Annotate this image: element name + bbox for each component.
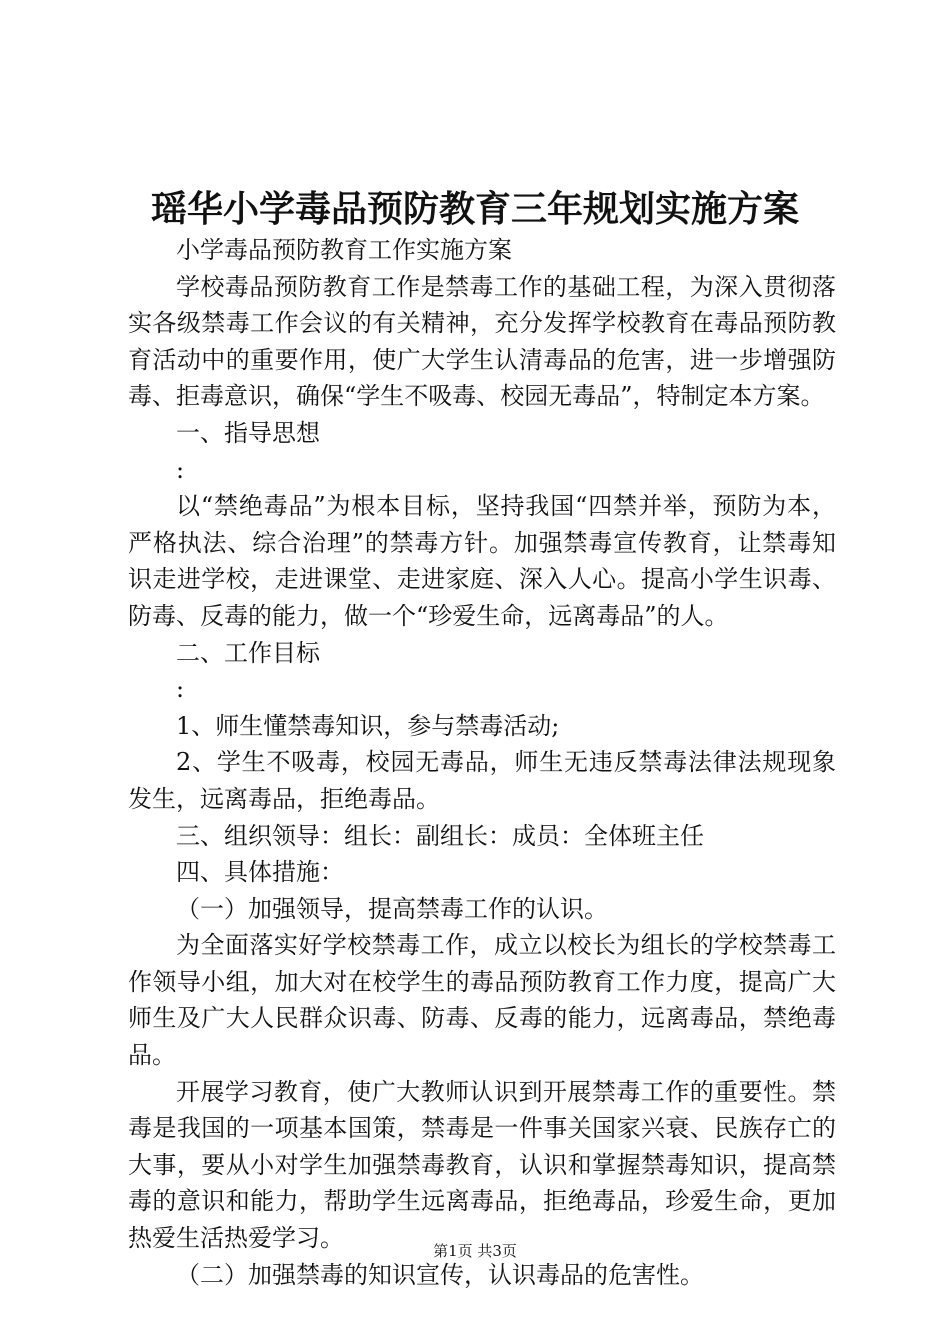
paragraph-subtitle: 小学毒品预防教育工作实施方案 xyxy=(176,236,512,264)
paragraph-intro: 学校毒品预防教育工作是禁毒工作的基础工程，为深入贯彻落实各级禁毒工作会议的有关精神，充分发挥学校教育在毒品预防教育活动中的重要作用，使广大学生认清毒品的危害，进一步增强防毒、拒毒意识，确保“学生不吸毒、校园无毒品”，特制定本方案。 xyxy=(128,272,836,411)
paragraph-measure-1: 为全面落实好学校禁毒工作，成立以校长为组长的学校禁毒工作领导小组，加大对在校学生的毒品预防教育工作力度，提高广大师生及广大人民群众识毒、防毒、反毒的能力，远离毒品，禁绝毒品。 xyxy=(128,931,836,1070)
document-body xyxy=(128,232,836,1293)
subheading-measure-1: （一）加强领导，提高禁毒工作的认识。 xyxy=(176,894,608,923)
heading-guiding-thought: 一、指导思想 xyxy=(176,418,320,447)
paragraph-guiding-thought: 以“禁绝毒品”为根本目标，坚持我国“四禁并举，预防为本，严格执法、综合治理”的禁毒方针。加强禁毒宣传教育，让禁毒知识走进学校，走进课堂、走进家庭、深入人心。提高小学生识毒、防毒、反毒的能力，做一个“珍爱生命，远离毒品”的人。 xyxy=(128,492,836,630)
heading-work-goals: 二、工作目标 xyxy=(176,638,320,667)
list-item-goal-2: 2、学生不吸毒，校园无毒品，师生无违反禁毒法律法规现象发生，远离毒品，拒绝毒品。 xyxy=(128,748,836,813)
document-title: 瑶华小学毒品预防教育三年规划实施方案 xyxy=(150,188,799,230)
list-item-goal-1: 1、师生懂禁毒知识，参与禁毒活动; xyxy=(176,711,560,740)
heading-measures: 四、具体措施： xyxy=(176,858,344,887)
colon-line: : xyxy=(176,675,185,704)
subheading-measure-2: （二）加强禁毒的知识宣传，认识毒品的危害性。 xyxy=(176,1260,704,1289)
paragraph-study-education: 开展学习教育，使广大教师认识到开展禁毒工作的重要性。禁毒是我国的一项基本国策，禁毒是一件事关国家兴衰、民族存亡的大事，要从小对学生加强禁毒教育，认识和掌握禁毒知识，提高禁毒的意识和能力，帮助学生远离毒品，拒绝毒品，珍爱生命，更加热爱生活热爱学习。 xyxy=(128,1077,836,1253)
colon-line: : xyxy=(176,455,185,484)
heading-organization: 三、组织领导：组长：副组长：成员：全体班主任 xyxy=(176,821,704,850)
page-footer: 第1页 共3页 xyxy=(433,1242,517,1260)
